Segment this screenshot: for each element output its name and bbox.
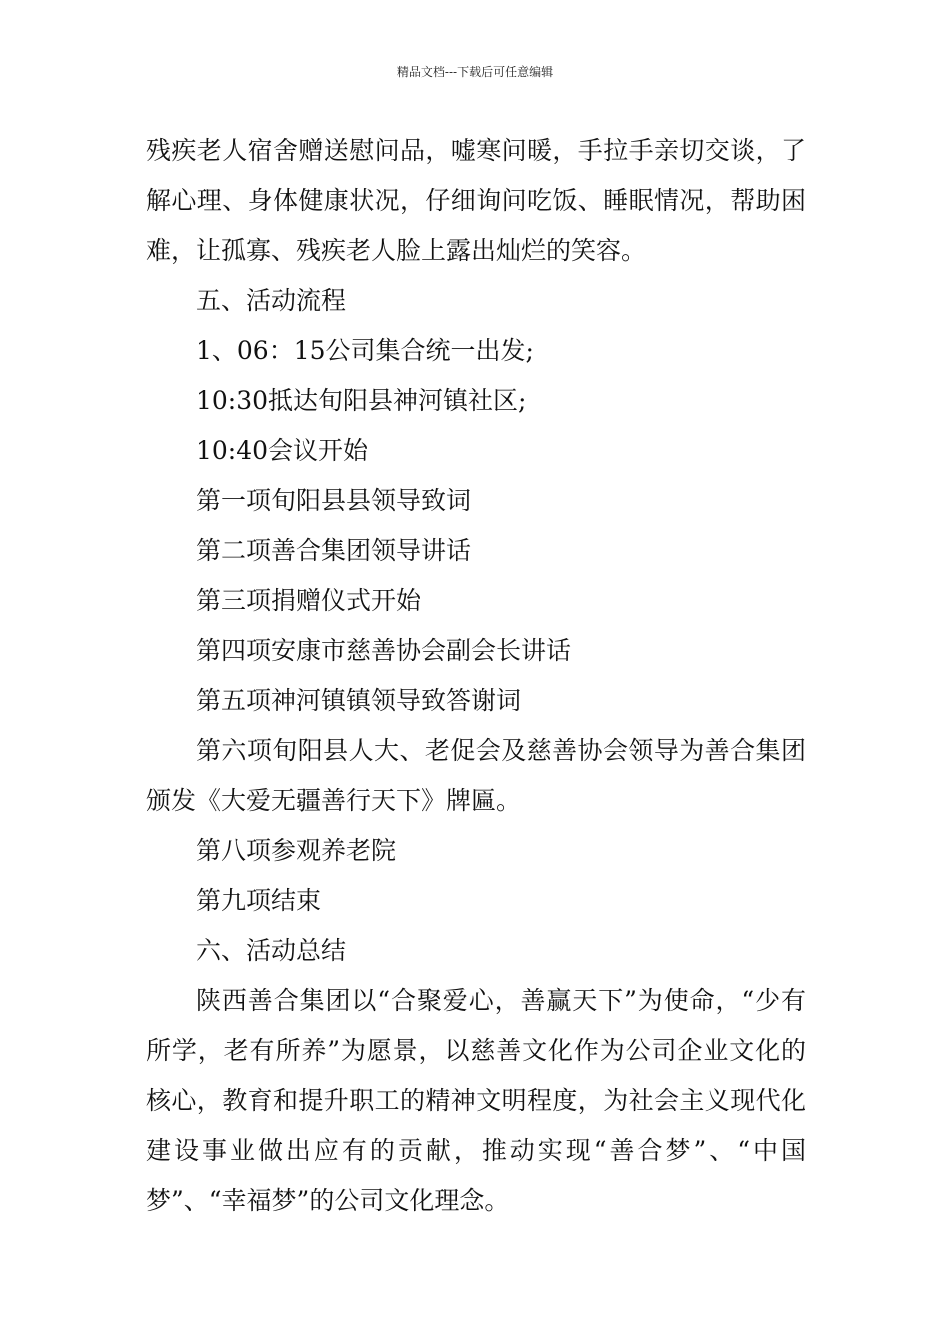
agenda-item-9: 第九项结束 xyxy=(196,886,322,915)
paragraph-condolence-visit: 残疾老人宿舍赠送慰问品，嘘寒问暖，手拉手亲切交谈，了解心理、身体健康状况，仔细询问吃饭、睡眠情况，帮助困难，让孤寡、残疾老人脸上露出灿烂的笑容。 xyxy=(146,136,806,265)
agenda-item-2: 第二项善合集团领导讲话 xyxy=(196,536,472,565)
schedule-item-arrival: 10:30抵达旬阳县神河镇社区; xyxy=(196,386,527,415)
page-header: 精品文档---下载后可任意编辑 xyxy=(396,65,554,79)
section-heading-activity-process: 五、活动流程 xyxy=(196,286,347,315)
schedule-item-departure: 1、06：15公司集合统一出发; xyxy=(196,336,534,365)
section-heading-activity-summary: 六、活动总结 xyxy=(196,936,347,965)
agenda-item-1: 第一项旬阳县县领导致词 xyxy=(196,486,472,515)
agenda-item-3: 第三项捐赠仪式开始 xyxy=(196,586,422,615)
agenda-item-4: 第四项安康市慈善协会副会长讲话 xyxy=(196,636,572,665)
paragraph-summary: 陕西善合集团以“合聚爱心，善赢天下”为使命，“少有所学，老有所养”为愿景，以慈善文化作为公司企业文化的核心，教育和提升职工的精神文明程度，为社会主义现代化建设事业做出应有的贡献，推动实现“善合梦”、“中国梦”、“幸福梦”的公司文化理念。 xyxy=(146,986,806,1215)
agenda-item-5: 第五项神河镇镇领导致答谢词 xyxy=(196,686,522,715)
agenda-item-6: 第六项旬阳县人大、老促会及慈善协会领导为善合集团颁发《大爱无疆善行天下》牌匾。 xyxy=(146,736,806,815)
document-body xyxy=(146,126,806,1226)
agenda-item-8: 第八项参观养老院 xyxy=(196,836,397,865)
schedule-item-meeting-start: 10:40会议开始 xyxy=(196,436,369,465)
